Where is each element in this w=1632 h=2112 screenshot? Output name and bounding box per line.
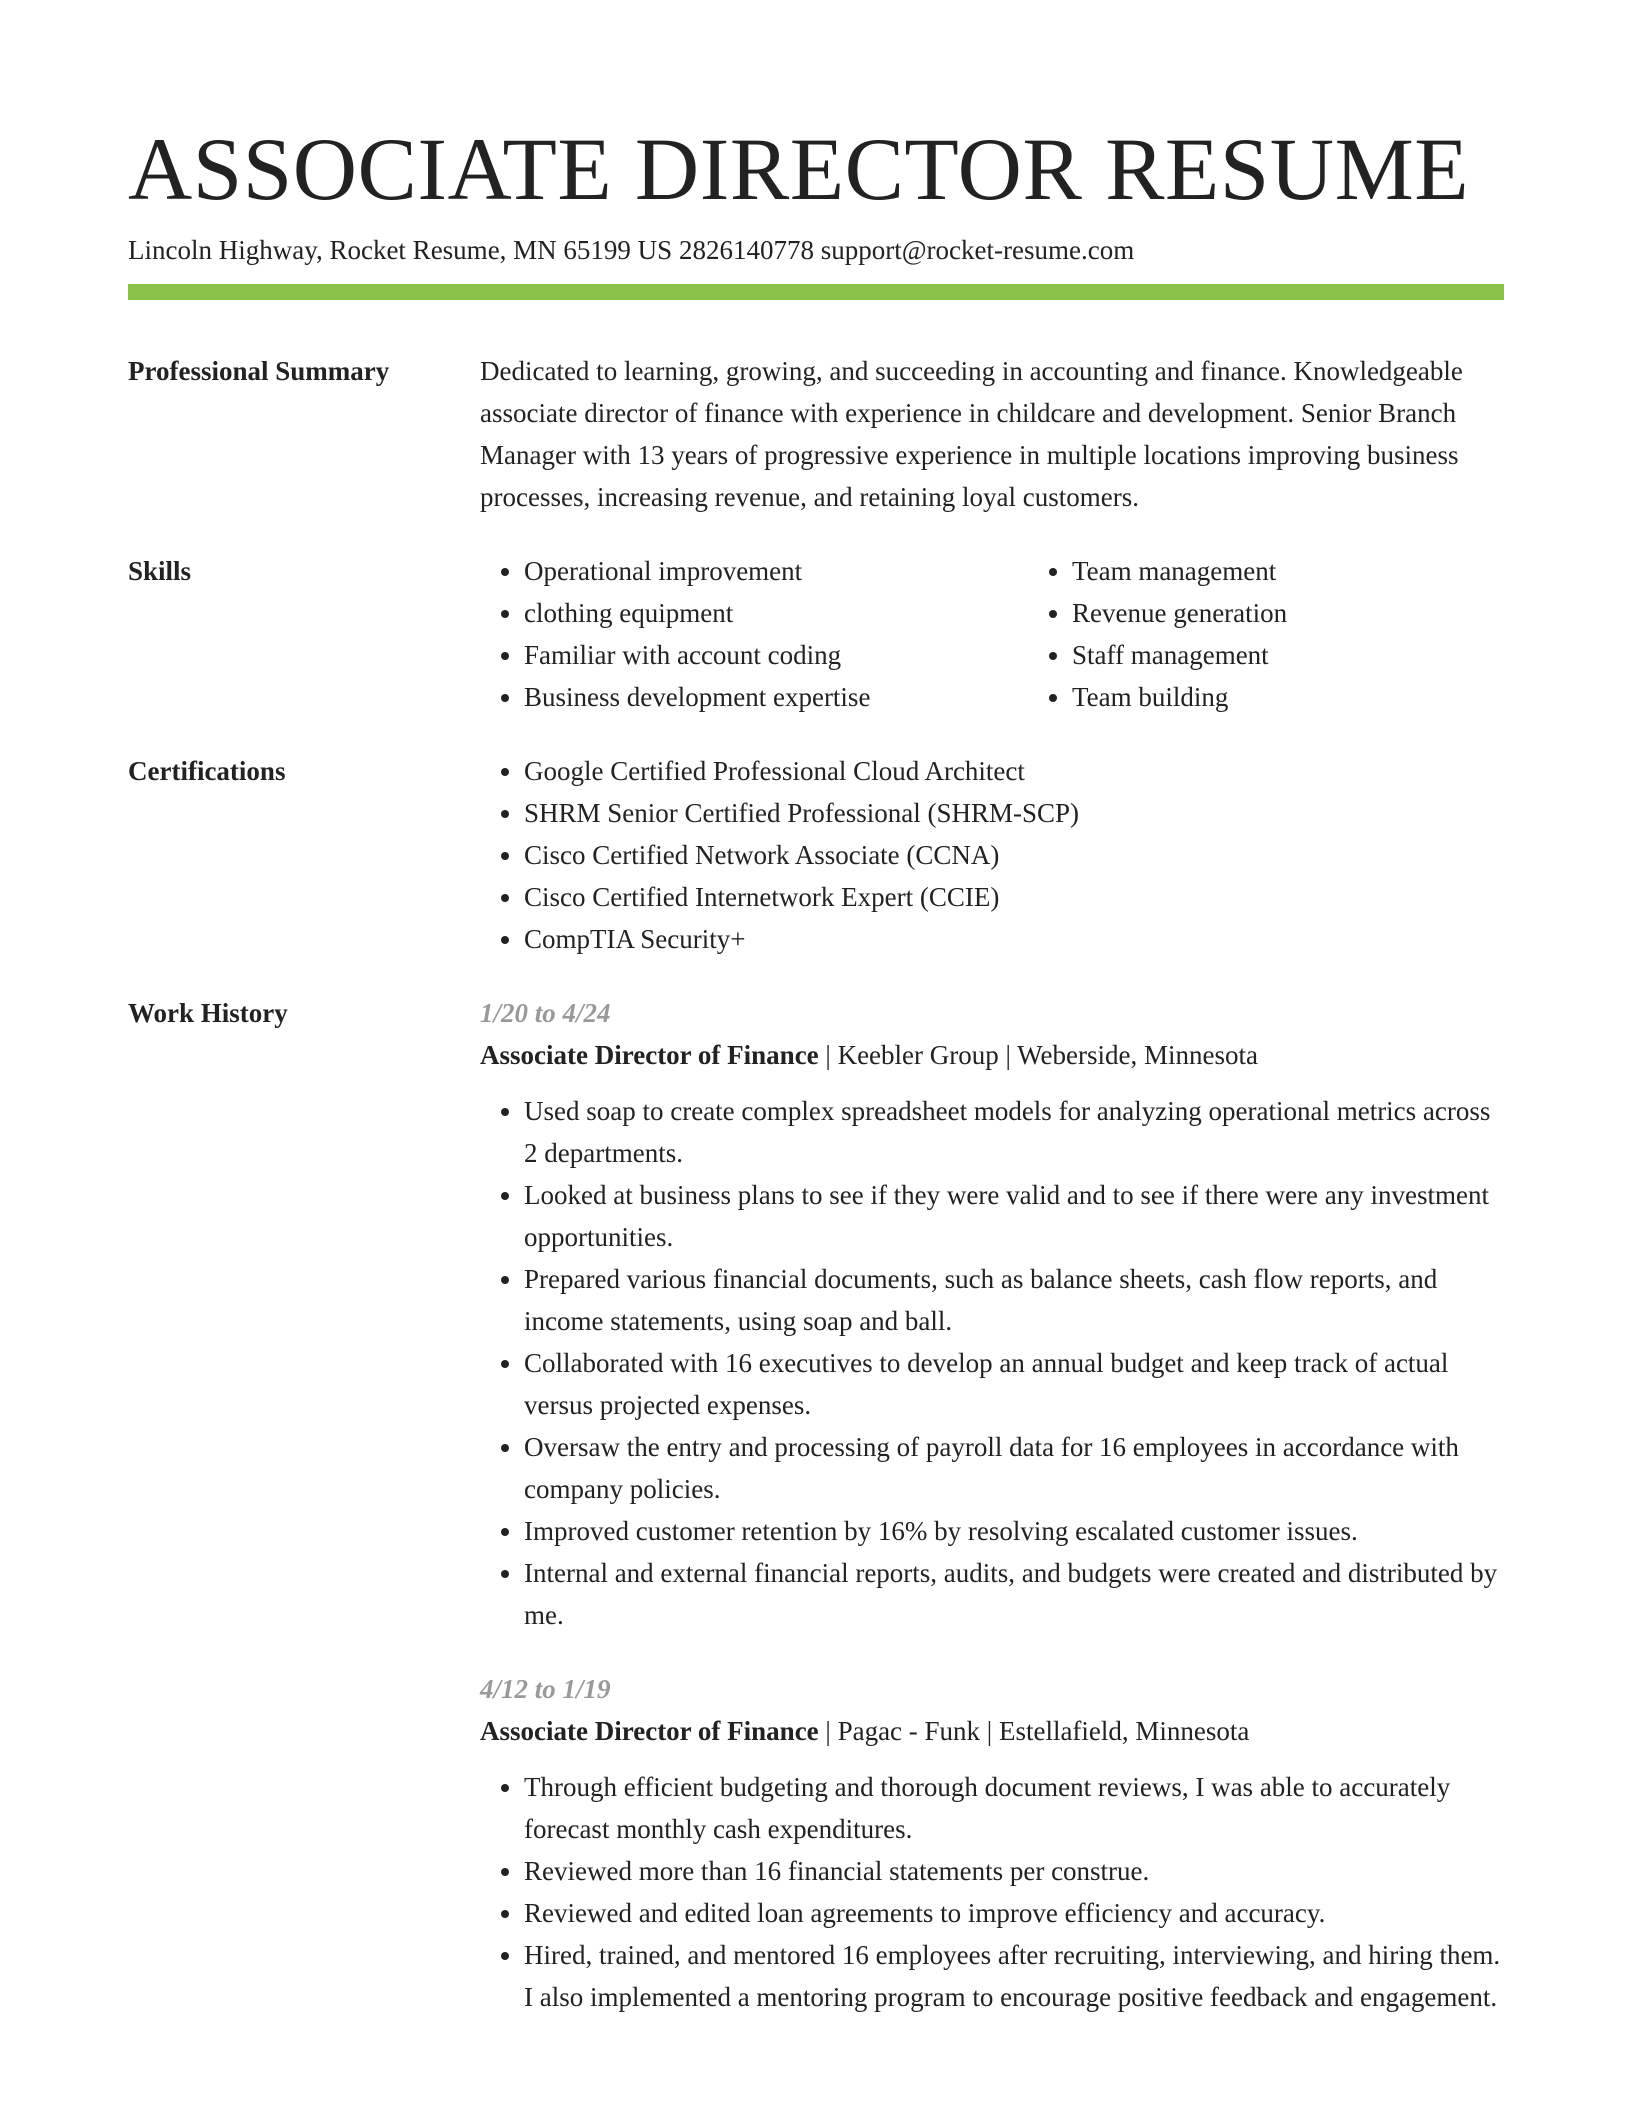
job-bullet: • Oversaw the entry and processing of payroll data for 16 employees in accordance with company policies. — [524, 1426, 1504, 1510]
certification-item: • Google Certified Professional Cloud Architect — [524, 750, 1504, 792]
job-bullet: • Reviewed and edited loan agreements to improve efficiency and accuracy. — [524, 1892, 1504, 1934]
section-label-certifications: Certifications — [128, 756, 286, 786]
skills-column-1 — [480, 550, 1028, 718]
certifications-body — [480, 750, 1504, 960]
job-bullet: • Collaborated with 16 executives to develop an annual budget and keep track of actual versus projected expenses. — [524, 1342, 1504, 1426]
certification-item: • Cisco Certified Network Associate (CCNA) — [524, 834, 1504, 876]
skill-item: • Team building — [1072, 676, 1576, 718]
skill-item: • Staff management — [1072, 634, 1576, 676]
resume-title: ASSOCIATE DIRECTOR RESUME — [128, 121, 1470, 219]
job-details: | Pagac - Funk | Estellafield, Minnesota — [818, 1716, 1250, 1746]
header-divider — [128, 284, 1504, 300]
skill-item: • clothing equipment — [524, 592, 1028, 634]
skills-column-2 — [1028, 550, 1576, 718]
job-dates: 1/20 to 4/24 — [480, 998, 611, 1028]
job-entry — [480, 1668, 1504, 2018]
job-heading — [480, 1710, 1504, 1752]
job-dates: 4/12 to 1/19 — [480, 1674, 611, 1704]
section-work-history — [128, 992, 1504, 2050]
section-professional-summary — [128, 350, 1504, 518]
summary-text: Dedicated to learning, growing, and succeeding in accounting and finance. Knowledgeable associate director of finance with experience in childcare and development. Senior Branch Manager with 13 years of progressive experience in multiple locations improving business processes, increasing revenue, and retaining loyal customers. — [480, 356, 1463, 512]
work-history-body — [480, 992, 1504, 2050]
job-bullet: • Through efficient budgeting and thorough document reviews, I was able to accurately forecast monthly cash expenditures. — [524, 1766, 1504, 1850]
job-bullets — [480, 1090, 1504, 1636]
section-label-work-history: Work History — [128, 998, 288, 1028]
skill-item: • Business development expertise — [524, 676, 1028, 718]
certifications-list — [480, 750, 1504, 960]
resume-page — [128, 118, 1504, 2050]
job-entry — [480, 992, 1504, 1636]
contact-info: Lincoln Highway, Rocket Resume, MN 65199 US 2826140778 support@rocket-resume.com — [128, 235, 1135, 265]
section-label-summary: Professional Summary — [128, 356, 390, 386]
skills-body — [480, 550, 1576, 718]
skill-item: • Revenue generation — [1072, 592, 1576, 634]
job-bullet: • Internal and external financial reports, audits, and budgets were created and distributed by me. — [524, 1552, 1504, 1636]
job-bullet: • Improved customer retention by 16% by resolving escalated customer issues. — [524, 1510, 1504, 1552]
section-label-skills: Skills — [128, 556, 192, 586]
skill-item: • Operational improvement — [524, 550, 1028, 592]
certification-item: • CompTIA Security+ — [524, 918, 1504, 960]
section-skills — [128, 550, 1504, 718]
job-bullet: • Looked at business plans to see if they were valid and to see if there were any investment opportunities. — [524, 1174, 1504, 1258]
section-certifications — [128, 750, 1504, 960]
certification-item: • Cisco Certified Internetwork Expert (CCIE) — [524, 876, 1504, 918]
job-title: Associate Director of Finance — [480, 1040, 819, 1070]
job-title: Associate Director of Finance — [480, 1716, 819, 1746]
job-bullet: • Prepared various financial documents, such as balance sheets, cash flow reports, and income statements, using soap and ball. — [524, 1258, 1504, 1342]
skill-item: • Familiar with account coding — [524, 634, 1028, 676]
job-bullet: • Reviewed more than 16 financial statements per construe. — [524, 1850, 1504, 1892]
job-heading — [480, 1034, 1504, 1076]
job-bullet: • Used soap to create complex spreadsheet models for analyzing operational metrics across 2 departments. — [524, 1090, 1504, 1174]
job-bullet: • Hired, trained, and mentored 16 employees after recruiting, interviewing, and hiring them. I also implemented a mentoring program to encourage positive feedback and engagement. — [524, 1934, 1504, 2018]
skill-item: • Team management — [1072, 550, 1576, 592]
certification-item: • SHRM Senior Certified Professional (SHRM-SCP) — [524, 792, 1504, 834]
job-details: | Keebler Group | Weberside, Minnesota — [818, 1040, 1258, 1070]
skills-grid — [480, 550, 1576, 718]
job-bullets — [480, 1766, 1504, 2018]
